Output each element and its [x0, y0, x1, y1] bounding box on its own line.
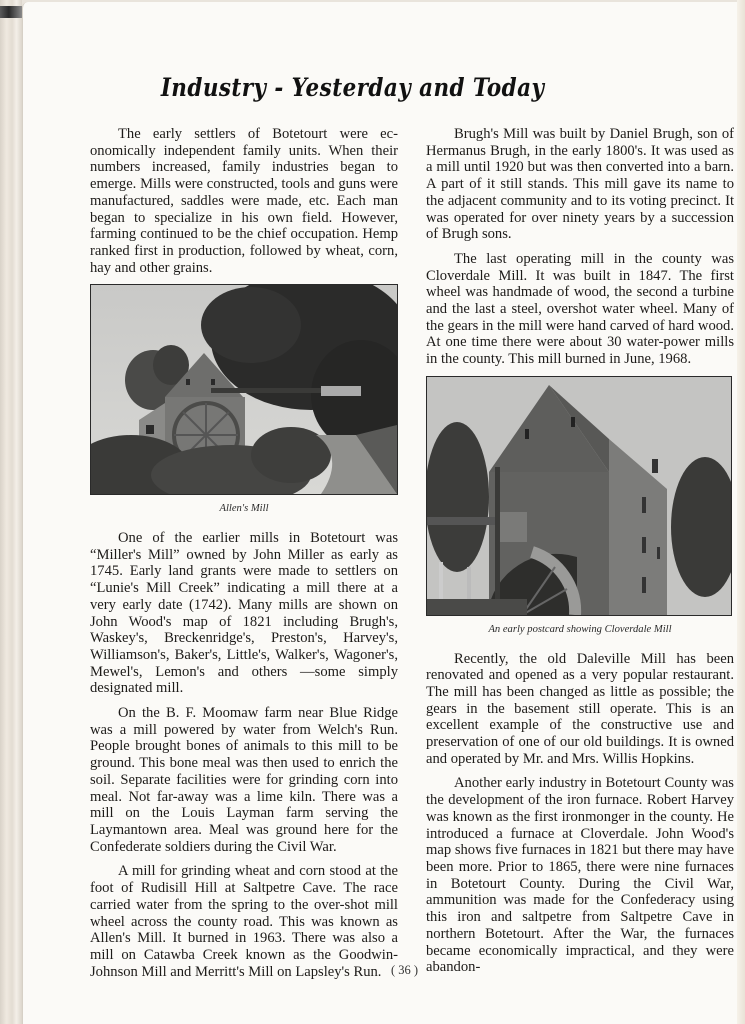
left-column: [90, 126, 398, 988]
photo-caption: Allen's Mill: [219, 503, 269, 515]
paragraph: Another early industry in Botetourt County was the development of the iron furnace. Robert Harvey was known as the first ironmonger in the county. He introduced a furnace at Cloverdale. John Wood's map shows five furnaces in 1821 but there may have been more. Prior to 1865, there were nine furnaces in Botetourt County. During the Civil War, ammunition was made for the Confederacy using this iron and saltpetre from Saltpetre Cave in northern Botetourt. After the War, the furnaces became economically impractical, and they were abandon-: [426, 775, 734, 976]
paragraph: One of the earlier mills in Botetourt was “Miller's Mill” owned by John Miller as early as 1745. Early land grants were made to settlers on “Lunie's Mill Creek” indicating a mill there at a very early date (1742). Many mills are shown on John Wood's map of 1821 including Brugh's, Waskey's, Breckenridge's, Preston's, Harvey's, Williamson's, Baker's, Little's, Walker's, Wagoner's, Mewel's, Lemon's and others —some simply designated mill.: [90, 530, 398, 697]
page-right-edge: [737, 0, 745, 1024]
photo-caption: An early postcard showing Cloverdale Mill: [488, 623, 672, 635]
page-title: Industry - Yesterday and Today: [160, 73, 545, 102]
book-binding-edge: [0, 0, 22, 1024]
cloverdale-mill-image: [427, 377, 731, 615]
cloverdale-mill-photo: [426, 376, 732, 616]
paragraph: Brugh's Mill was built by Daniel Brugh, son of Hermanus Brugh, in the early 1800's. It was used as a mill until 1920 but was then converted into a barn. A part of it still stands. This mill gave its name to the adjacent community and to its voting precinct. It was operated for over ninety years by a succession of Brugh sons.: [426, 126, 734, 243]
paragraph: On the B. F. Moomaw farm near Blue Ridge was a mill powered by water from Welch's Run. People brought bones of animals to this mill to be ground. This bone meal was then used to enrich the soil. Separate facilities were for grinding corn into meal. Not far-away was a lime kiln. There was a mill on the Louis Layman farm serving the Laymantown area. Meal was ground here for the Confederate soldiers during the Civil War.: [90, 705, 398, 855]
paragraph: The last operating mill in the county was Cloverdale Mill. It was built in 1847. The first wheel was handmade of wood, the second a turbine and the last a steel, overshot water wheel. Many of the gears in the mill were hand carved of hard wood. At one time there were about 30 water-power mills in the county. This mill burned in June, 1968.: [426, 250, 734, 368]
paragraph: A mill for grinding wheat and corn stood at the foot of Rudisill Hill at Saltpetre Cave. The race carried water from the spring to the over-shot mill wheel across the county road. This was known as Allen's Mill. It burned in 1963. There was also a mill on Catawba Creek known as the Goodwin-Johnson Mill and Merritt's Mill on Lapsley's Run.: [90, 863, 398, 980]
right-column: [426, 126, 734, 976]
allens-mill-photo: [90, 284, 398, 495]
allens-mill-image: [91, 285, 397, 494]
page-number: ( 36 ): [391, 963, 419, 977]
paragraph: The early settlers of Botetourt were economically independent family units. When their numbers increased, family industries began to emerge. Mills were constructed, tools and guns were manufactured, saddles were made, etc. Each man began to specialize in his own field. However, farming continued to be the chief occupation. Hemp ranked first in production, followed by wheat, corn, hay and other grains.: [90, 126, 398, 276]
paragraph: Recently, the old Daleville Mill has been renovated and opened as a very popular restaurant. The mill has been changed as little as possible; the gears in the basement still operate. This is an excellent example of the constructive use and preservation of one of our old buildings. It is owned and operated by Mr. and Mrs. Willis Hopkins.: [426, 650, 734, 767]
